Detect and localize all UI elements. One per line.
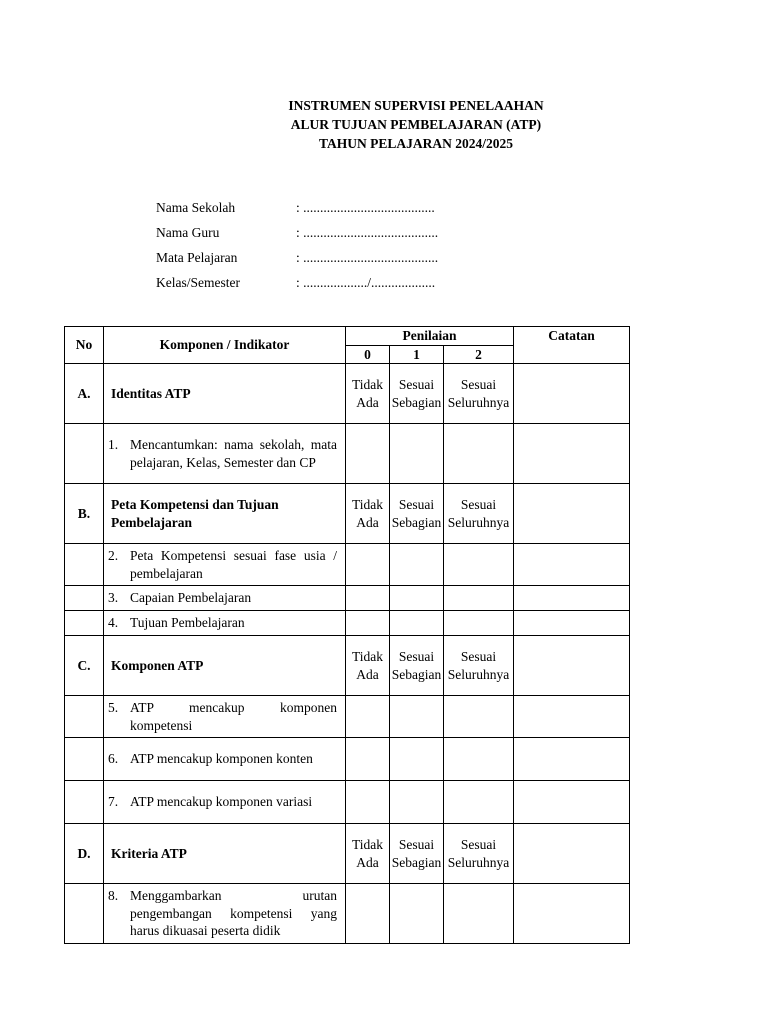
- scale-0-label: Tidak Ada: [346, 484, 390, 544]
- score-cell-2: [444, 544, 514, 586]
- header-no: No: [65, 327, 104, 364]
- score-cell-0: [346, 738, 390, 781]
- score-cell-1: [390, 611, 444, 636]
- indicator-row: [65, 586, 630, 611]
- indicator-text: ATP mencakup komponen variasi: [130, 794, 313, 810]
- score-cell-1: [390, 781, 444, 824]
- info-label: Nama Guru: [156, 225, 220, 240]
- score-cell-1: [390, 544, 444, 586]
- section-letter: A.: [65, 364, 104, 424]
- section-title: Identitas ATP: [104, 364, 346, 424]
- header-row: [65, 327, 630, 346]
- indicator-row: [65, 696, 630, 738]
- catatan-cell: [514, 696, 630, 738]
- catatan-cell: [514, 738, 630, 781]
- indicator-number: 5.: [108, 700, 119, 715]
- info-label: Kelas/Semester: [156, 275, 240, 290]
- indicator-text: Peta Kompetensi sesuai fase usia / pembelajaran: [130, 548, 337, 581]
- score-cell-1: [390, 586, 444, 611]
- indicator-text: Capaian Pembelajaran: [130, 590, 252, 606]
- score-cell-2: [444, 738, 514, 781]
- indicator-text: Menggambarkan urutan pengembangan kompetensi yang harus dikuasai peserta didik: [130, 888, 337, 939]
- score-cell-2: [444, 424, 514, 484]
- catatan-cell: [514, 636, 630, 696]
- info-value: : ........................................: [296, 225, 439, 240]
- supervision-table: [64, 326, 630, 944]
- score-cell-2: [444, 696, 514, 738]
- indicator-text: ATP mencakup komponen kompetensi: [130, 700, 337, 733]
- title-line-2: ALUR TUJUAN PEMBELAJARAN (ATP): [290, 117, 542, 132]
- header-catatan: Catatan: [514, 327, 630, 364]
- section-row-c: [65, 636, 630, 696]
- indicator-row: [65, 611, 630, 636]
- indicator-row: [65, 884, 630, 944]
- info-value: : ........................................: [296, 250, 439, 265]
- score-cell-0: [346, 544, 390, 586]
- section-letter: D.: [65, 824, 104, 884]
- section-letter: B.: [65, 484, 104, 544]
- scale-1-label: Sesuai Sebagian: [390, 364, 444, 424]
- info-value: : .......................................: [296, 200, 435, 215]
- indicator-number: 3.: [108, 590, 119, 606]
- section-row-b: [65, 484, 630, 544]
- scale-1-label: Sesuai Sebagian: [390, 636, 444, 696]
- header-score-2: 2: [444, 345, 514, 364]
- score-cell-1: [390, 884, 444, 944]
- score-cell-2: [444, 884, 514, 944]
- header-komponen: Komponen / Indikator: [104, 327, 346, 364]
- scale-2-label: Sesuai Seluruhnya: [444, 484, 514, 544]
- score-cell-0: [346, 884, 390, 944]
- indicator-number: 1.: [108, 437, 119, 452]
- score-cell-2: [444, 611, 514, 636]
- scale-1-label: Sesuai Sebagian: [390, 484, 444, 544]
- score-cell-0: [346, 424, 390, 484]
- catatan-cell: [514, 484, 630, 544]
- section-title: Kriteria ATP: [104, 824, 346, 884]
- scale-0-label: Tidak Ada: [346, 636, 390, 696]
- indicator-text: Mencantumkan: nama sekolah, mata pelajaran, Kelas, Semester dan CP: [130, 437, 337, 470]
- indicator-row: [65, 781, 630, 824]
- catatan-cell: [514, 884, 630, 944]
- title-line-1: INSTRUMEN SUPERVISI PENELAAHAN: [288, 98, 544, 113]
- score-cell-1: [390, 424, 444, 484]
- info-row-teacher: [156, 225, 438, 250]
- indicator-number: 4.: [108, 615, 119, 631]
- score-cell-1: [390, 696, 444, 738]
- section-title: Komponen ATP: [104, 636, 346, 696]
- indicator-number: 8.: [108, 888, 119, 904]
- scale-1-label: Sesuai Sebagian: [390, 824, 444, 884]
- score-cell-0: [346, 611, 390, 636]
- section-row-d: [65, 824, 630, 884]
- catatan-cell: [514, 586, 630, 611]
- info-label: Nama Sekolah: [156, 200, 236, 215]
- score-cell-0: [346, 696, 390, 738]
- score-cell-0: [346, 586, 390, 611]
- catatan-cell: [514, 781, 630, 824]
- info-row-school: [156, 200, 438, 225]
- score-cell-0: [346, 781, 390, 824]
- scale-2-label: Sesuai Seluruhnya: [444, 824, 514, 884]
- scale-2-label: Sesuai Seluruhnya: [444, 636, 514, 696]
- title-line-3: TAHUN PELAJARAN 2024/2025: [318, 136, 513, 151]
- header-penilaian: Penilaian: [346, 327, 514, 346]
- info-row-subject: [156, 250, 438, 275]
- scale-0-label: Tidak Ada: [346, 364, 390, 424]
- catatan-cell: [514, 544, 630, 586]
- catatan-cell: [514, 424, 630, 484]
- info-block: [156, 200, 438, 300]
- scale-0-label: Tidak Ada: [346, 824, 390, 884]
- indicator-number: 6.: [108, 751, 119, 767]
- indicator-text: Tujuan Pembelajaran: [130, 615, 245, 631]
- score-cell-1: [390, 738, 444, 781]
- scale-2-label: Sesuai Seluruhnya: [444, 364, 514, 424]
- indicator-row: [65, 544, 630, 586]
- info-label: Mata Pelajaran: [156, 250, 238, 265]
- indicator-number: 7.: [108, 794, 119, 810]
- score-cell-2: [444, 781, 514, 824]
- score-cell-2: [444, 586, 514, 611]
- indicator-row: [65, 424, 630, 484]
- info-value: : .................../...................: [296, 275, 436, 290]
- header-score-0: 0: [346, 345, 390, 364]
- header-score-1: 1: [390, 345, 444, 364]
- section-letter: C.: [65, 636, 104, 696]
- section-row-a: [65, 364, 630, 424]
- info-row-class: [156, 275, 438, 300]
- catatan-cell: [514, 824, 630, 884]
- catatan-cell: [514, 611, 630, 636]
- indicator-text: ATP mencakup komponen konten: [130, 751, 313, 767]
- document-title: [0, 96, 768, 153]
- indicator-row: [65, 738, 630, 781]
- catatan-cell: [514, 364, 630, 424]
- section-title: Peta Kompetensi dan Tujuan Pembelajaran: [104, 484, 346, 544]
- indicator-number: 2.: [108, 548, 119, 563]
